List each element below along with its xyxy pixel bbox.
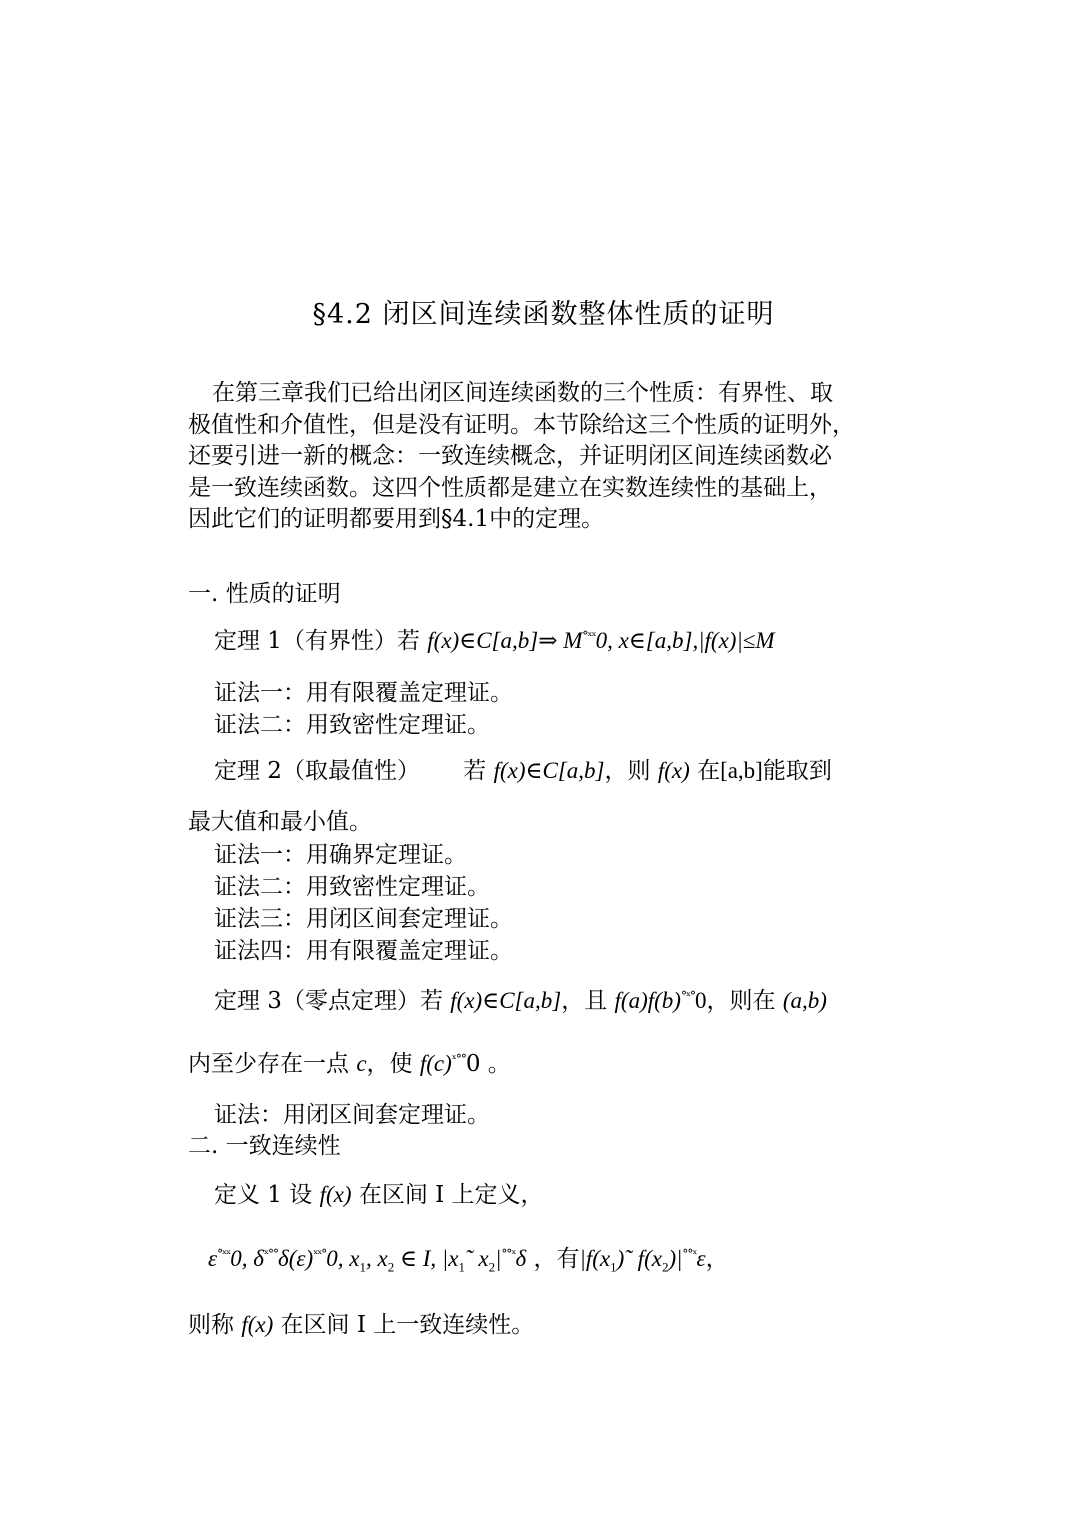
garbled-symbol: ˣˣ° xyxy=(313,1247,327,1261)
theorem-2-formula-3: [a,b] xyxy=(720,758,763,783)
theorem-2-on: 在 xyxy=(697,758,721,784)
formula-part: )| xyxy=(668,1246,683,1271)
theorem-2-formula-2: f(x) xyxy=(657,758,690,783)
theorem-2-proof-3: 证法三：用闭区间套定理证。 xyxy=(214,906,513,932)
definition-1-formula xyxy=(208,1240,729,1276)
theorem-1-formula-2: 0, x∈[a,b],|f(x)|≤M xyxy=(595,628,775,653)
definition-1-text: 在区间 I 上定义， xyxy=(358,1182,544,1208)
intro-line: 在第三章我们已给出闭区间连续函数的三个性质：有界性、取 xyxy=(212,380,833,406)
formula-part: ˜ x xyxy=(464,1246,489,1271)
theorem-3-then: ，则在 xyxy=(706,988,776,1014)
conclusion-text-1: 则称 xyxy=(188,1312,234,1338)
theorem-3-formula-2: f(a)f(b) xyxy=(614,988,681,1013)
subscript: 1 xyxy=(458,1259,465,1275)
garbled-symbol: °ˣˣ xyxy=(582,629,596,643)
theorem-2-if: 若 xyxy=(463,758,487,784)
intro-line: 是一致连续函数。这四个性质都是建立在实数连续性的基础上， xyxy=(188,474,832,501)
formula-delta: δ xyxy=(515,1246,527,1271)
theorem-3-formula-4: f(c) xyxy=(419,1051,452,1076)
theorem-3-cont-text-3: 0 。 xyxy=(465,1051,511,1077)
theorem-3-cont-text-2: ，使 xyxy=(366,1051,413,1077)
theorem-3-label: 定理 3（零点定理）若 xyxy=(214,988,443,1014)
section-heading-2: 二. 一致连续性 xyxy=(188,1133,341,1159)
theorem-2-formula-1: f(x)∈C[a,b] xyxy=(493,758,605,783)
theorem-1-label: 定理 1（有界性）若 xyxy=(214,628,420,654)
theorem-2-end: 能取到 xyxy=(762,758,832,784)
formula-part: ∈ I, |x xyxy=(394,1246,459,1271)
intro-line: 还要引进一新的概念：一致连续概念，并证明闭区间连续函数必 xyxy=(188,443,832,469)
page-title: §4.2 闭区间连续函数整体性质的证明 xyxy=(312,299,775,330)
theorem-3-proof: 证法：用闭区间套定理证。 xyxy=(214,1102,490,1128)
theorem-3-point-c: c xyxy=(356,1051,367,1076)
theorem-3-continuation xyxy=(188,1045,511,1078)
definition-1-conclusion xyxy=(188,1306,534,1339)
formula-part: |f(x xyxy=(579,1246,611,1271)
theorem-3-and: ，且 xyxy=(561,988,608,1014)
theorem-1 xyxy=(214,622,775,655)
theorem-2 xyxy=(214,752,832,785)
garbled-symbol: °ˣ° xyxy=(680,989,696,1003)
theorem-3-zero: 0 xyxy=(695,988,707,1013)
garbled-symbol: °°ˣ xyxy=(501,1247,516,1261)
intro-paragraph xyxy=(188,378,908,536)
theorem-3-formula-3: (a,b) xyxy=(782,988,827,1013)
theorem-1-proof-2: 证法二：用致密性定理证。 xyxy=(214,712,490,738)
theorem-3-cont-text-1: 内至少存在一点 xyxy=(188,1051,349,1077)
definition-1-label: 定义 1 设 xyxy=(214,1182,313,1208)
theorem-3 xyxy=(214,982,827,1015)
intro-line: 因此它们的证明都要用到§4.1中的定理。 xyxy=(188,506,605,532)
subscript: 2 xyxy=(387,1259,395,1275)
formula-part: δ(ε) xyxy=(278,1246,314,1271)
garbled-symbol: °ˣˣ xyxy=(217,1247,231,1261)
formula-part: , x xyxy=(366,1246,388,1271)
definition-1 xyxy=(214,1176,544,1209)
subscript: 1 xyxy=(610,1259,617,1275)
theorem-2-label: 定理 2（取最值性） xyxy=(214,758,420,784)
garbled-symbol: °°ˣ xyxy=(682,1247,697,1261)
theorem-2-then: ，则 xyxy=(604,758,651,784)
theorem-2-proof-2: 证法二：用致密性定理证。 xyxy=(214,874,490,900)
conclusion-text-2: 在区间 I 上一致连续性。 xyxy=(280,1312,535,1338)
garbled-symbol: ˣ°° xyxy=(263,1247,279,1261)
section-heading-1: 一. 性质的证明 xyxy=(188,581,341,607)
theorem-1-formula: f(x)∈C[a,b]⇒ M xyxy=(427,628,583,653)
theorem-2-proof-1: 证法一：用确界定理证。 xyxy=(214,842,467,868)
definition-1-function: f(x) xyxy=(319,1182,352,1207)
subscript: 2 xyxy=(661,1259,669,1275)
theorem-1-proof-1: 证法一：用有限覆盖定理证。 xyxy=(214,680,513,706)
formula-epsilon: ε xyxy=(208,1246,218,1271)
theorem-3-formula-1: f(x)∈C[a,b] xyxy=(450,988,562,1013)
conclusion-function: f(x) xyxy=(241,1312,274,1337)
theorem-2-continuation: 最大值和最小值。 xyxy=(188,809,372,835)
formula-part: )˜ f(x xyxy=(616,1246,662,1271)
theorem-2-proof-4: 证法四：用有限覆盖定理证。 xyxy=(214,938,513,964)
formula-part: | xyxy=(495,1246,502,1271)
intro-line: 极值性和介值性，但是没有证明。本节除给这三个性质的证明外， xyxy=(188,411,855,438)
formula-have: ，有 xyxy=(533,1246,580,1272)
subscript: 2 xyxy=(488,1259,496,1275)
formula-comma: ， xyxy=(705,1246,729,1272)
formula-epsilon: ε xyxy=(696,1246,706,1271)
garbled-symbol: ˣ°° xyxy=(451,1052,466,1066)
formula-part: 0, x xyxy=(326,1246,360,1271)
formula-part: 0, δ xyxy=(230,1246,264,1271)
subscript: 1 xyxy=(359,1259,367,1275)
